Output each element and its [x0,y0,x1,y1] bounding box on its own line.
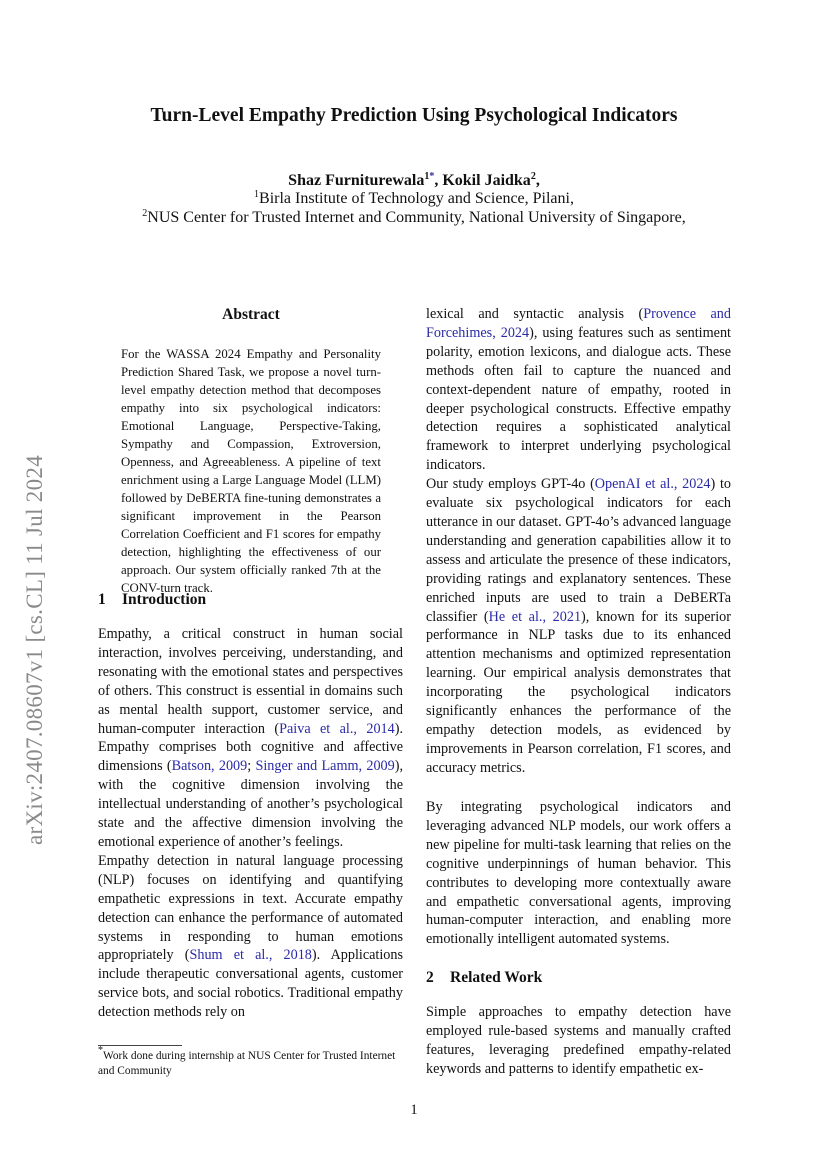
abstract-heading: Abstract [222,306,280,323]
citation-link[interactable]: Singer and Lamm, 2009 [255,758,395,775]
intro-paragraph-4 [426,475,731,778]
section-title: Introduction [122,591,207,608]
text-run: lexical and syntactic analysis ( [426,306,644,322]
author-separator: , [434,172,443,189]
page-number: 1 [410,1102,418,1118]
text-run: ) to evaluate six psychological indicators for each utterance in our dataset. GPT-4o’s advanced language understanding and generation capabilities allow it to assess and articulate the presence of these indicators, providing ratings and explanatory sentences. These enriched inputs are used to train a DeBERTa classifier ( [426,476,731,625]
text-run: ), known for its superior performance in NLP tasks due to its enhanced attention mechanisms and optimized representation learning. Our empirical analysis demonstrates that incorporating the psychological indicators significantly enhances the performance of the empathy detection models, as evidenced by improvements in Pearson correlation, F1 scores, and accuracy metrics. [426,608,731,776]
intro-paragraph-1 [98,625,403,852]
affiliation-2 [0,209,828,227]
author-1-affil-mark: 1 [424,171,430,182]
affiliation-2-mark: 2 [142,208,148,219]
intro-left-column [98,625,403,1022]
citation-link[interactable]: Batson, 2009 [171,758,248,775]
author-line-end: , [535,172,540,189]
paper-title: Turn-Level Empathy Prediction Using Psychological Indicators [150,105,678,126]
affiliation-2-text: NUS Center for Trusted Internet and Community, National University of Singapore, [147,209,686,226]
text-run: Empathy, a critical construct in human social interaction, involves perceiving, understanding, and resonating with the emotional states and perspectives of others. This construct is essential in domains such as mental health support, customer service, and human-computer interaction ( [98,626,403,737]
text-run: ), with the cognitive dimension involving the intellectual understanding of another’s psychological state and the affective dimension involving the emotional experience of another’s feelings. [98,758,404,850]
author-1-footnote-mark[interactable]: * [429,171,435,182]
text-run: ). Empathy comprises both cognitive and affective dimensions ( [98,720,404,775]
citation-link[interactable]: OpenAI et al., 2024 [594,476,711,493]
section-title: Related Work [450,969,543,986]
footnote-rule [98,1045,182,1046]
text-run: Our study employs GPT-4o ( [426,476,595,493]
author-line [0,172,828,190]
text-run: Empathy detection in natural language processing (NLP) focuses on identifying and quantifying empathetic expressions in text. Accurate empathy detection can enhance the performance of automated systems in responding to human emotions appropriately ( [98,852,403,964]
footnote-mark: * [98,1045,103,1056]
citation-link[interactable]: Paiva et al., 2014 [279,720,395,737]
abstract-body: For the WASSA 2024 Empathy and Personality Prediction Shared Task, we propose a novel turn-level empathy detection method that decomposes empathy into six psychological indicators: Emotional Language, Perspective-Taking, Sympathy and Compassion, Extroversion, Openness, and Agreeableness. A pipeline of text enrichment using a Large Language Model (LLM) followed by DeBERTA fine-tuning demonstrates a significant improvement in the Pearson Correlation Coefficient and F1 scores for empathy detection, highlighting the effectiveness of our approach. Our system officially ranked 7th at the CONV-turn track. [121,347,381,595]
citation-link[interactable]: He et al., 2021 [488,608,582,625]
section-heading-related-work [426,969,542,987]
author-1: Shaz Furniturewala [288,172,425,189]
affiliation-1-text: Birla Institute of Technology and Science, Pilani, [259,190,574,207]
text-run: ), using features such as sentiment polarity, emotion lexicons, and dialogue acts. These methods often fail to capture the nuanced and context-dependent nature of empathy, rooted in deeper psychological constructs. Effective empathy detection requires a sophisticated analytical framework to interpret underlying psychological indicators. [426,324,731,474]
text-run: ). Applications include therapeutic conversational agents, customer service bots, and social robotics. Traditional empathy detection methods rely on [98,947,404,1021]
section-heading-introduction [98,591,206,609]
intro-paragraph-5: By integrating psychological indicators and leveraging advanced NLP models, our work offers a new pipeline for multi-task learning that relies on the cognitive underpinnings of human behavior. This contributes to developing more contextually aware and empathetic conversational agents, improving human-computer interaction, and enabling more emotionally intelligent automated systems. [426,799,731,948]
author-2-affil-mark: 2 [530,171,536,182]
citation-link[interactable]: Provence and Forcehimes, 2024 [426,306,731,341]
section-number: 2 [426,969,434,986]
section-number: 1 [98,591,106,608]
intro-paragraph-2 [98,852,403,1022]
text-run: ; [247,758,256,775]
affiliation-1-mark: 1 [254,189,260,200]
footnote-text: Work done during internship at NUS Center for Trusted Internet and Community [98,1050,396,1077]
arxiv-side-label: arXiv:2407.08607v1 [cs.CL] 11 Jul 2024 [22,454,47,845]
intro-right-column [426,305,731,778]
affiliation-1 [0,190,828,208]
intro-paragraph-3 [426,305,731,475]
related-paragraph-1: Simple approaches to empathy detection have employed rule-based systems and manually crafted features, leveraging predefined empathy-related keywords and patterns to identify empathetic ex- [426,1004,731,1077]
citation-link[interactable]: Shum et al., 2018 [189,947,312,964]
footnote [98,1045,403,1079]
author-2: Kokil Jaidka [442,172,531,189]
